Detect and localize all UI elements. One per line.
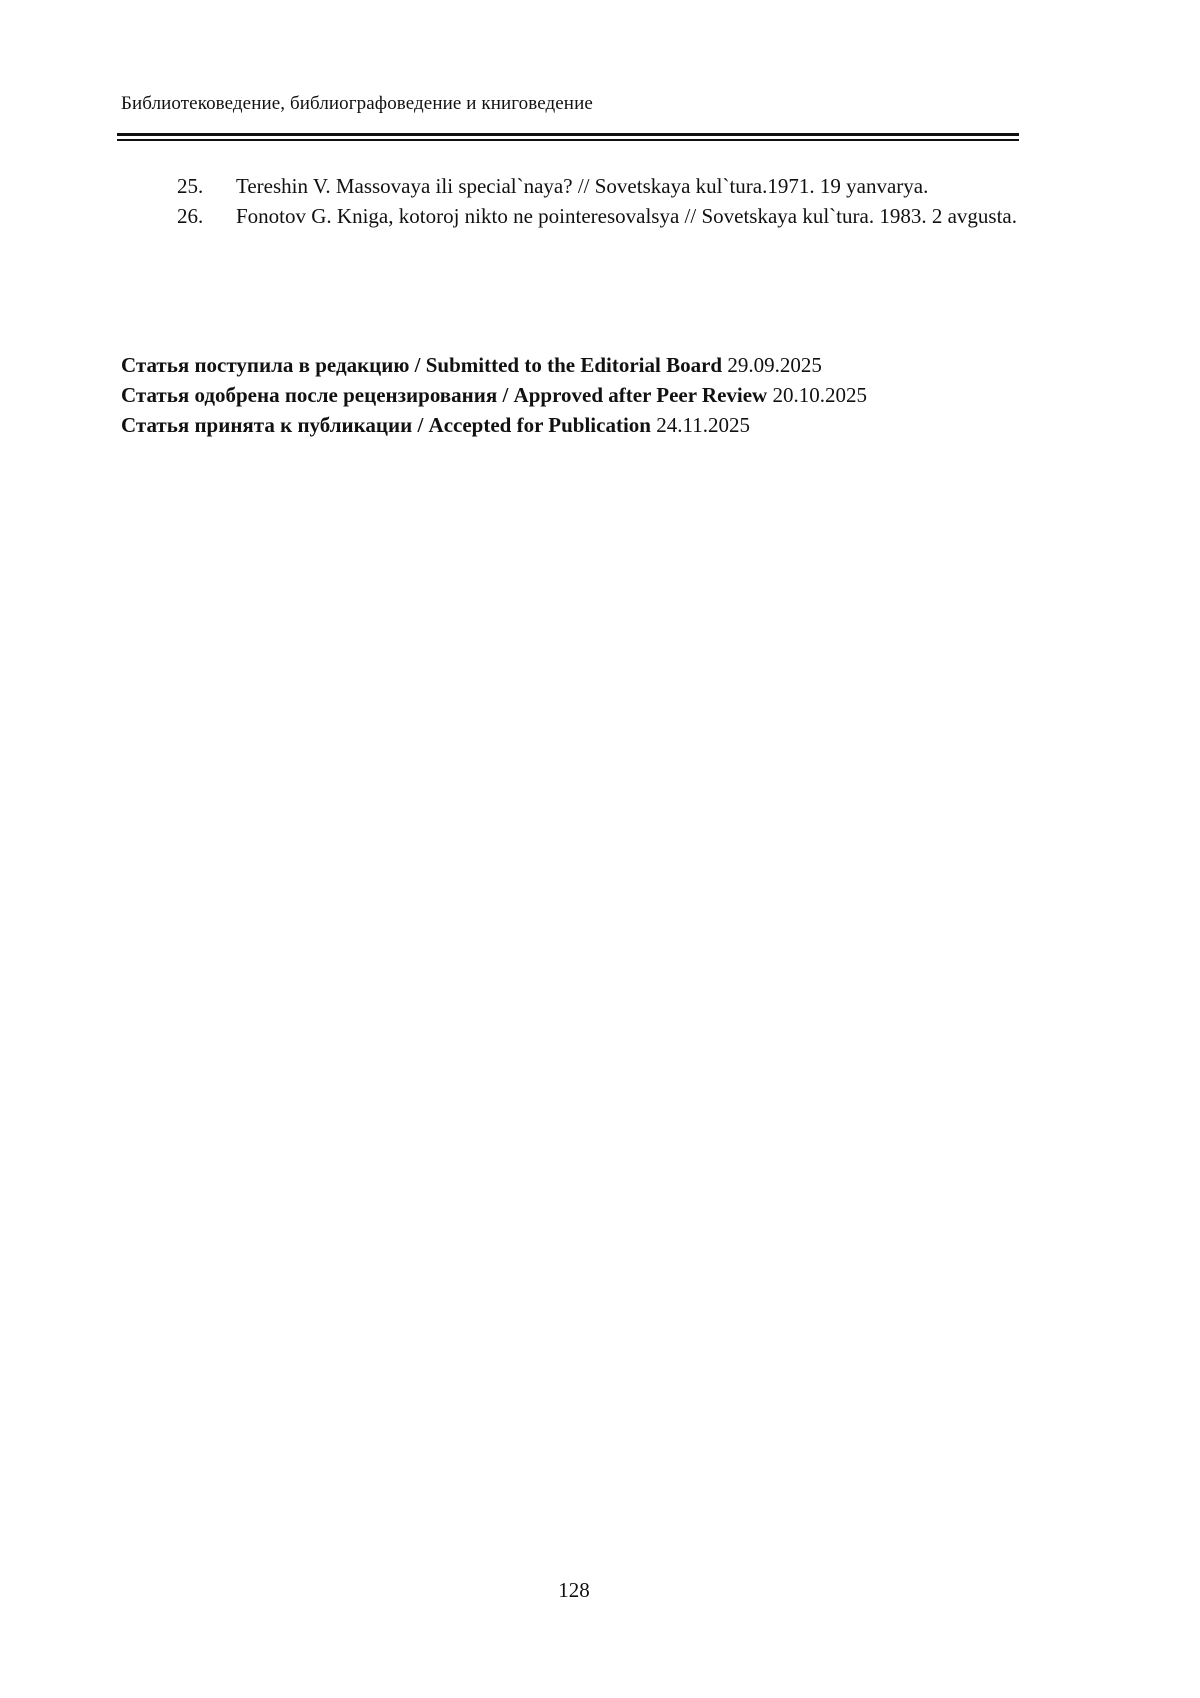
- header-rule-thin: [117, 139, 1019, 141]
- header-rule-thick: [117, 133, 1019, 136]
- reference-text: Fonotov G. Kniga, kotoroj nikto ne pointeresovalsya // Sovetskaya kul`tura. 1983. 2 avgusta.: [236, 204, 1017, 228]
- date-label: Статья поступила в редакцию / Submitted to the Editorial Board: [121, 353, 723, 377]
- reference-item-26: [121, 201, 1031, 231]
- date-accepted: [121, 410, 867, 440]
- date-label: Статья одобрена после рецензирования / Approved after Peer Review: [121, 383, 768, 407]
- reference-number: 26.: [177, 204, 204, 228]
- article-dates: [121, 350, 867, 440]
- date-approved: [121, 380, 867, 410]
- date-value: 24.11.2025: [656, 413, 750, 437]
- date-label: Статья принята к публикации / Accepted for Publication: [121, 413, 651, 437]
- reference-item-25: [121, 171, 1031, 201]
- running-header: Библиотековедение, библиографоведение и книговедение: [121, 93, 593, 114]
- reference-number: 25.: [177, 174, 204, 198]
- date-submitted: [121, 350, 867, 380]
- reference-text: Tereshin V. Massovaya ili special`naya? // Sovetskaya kul`tura.1971. 19 yanvarya.: [236, 174, 929, 198]
- page-number: 128: [558, 1578, 590, 1602]
- date-value: 29.09.2025: [727, 353, 822, 377]
- reference-list: [121, 171, 1031, 231]
- date-value: 20.10.2025: [772, 383, 867, 407]
